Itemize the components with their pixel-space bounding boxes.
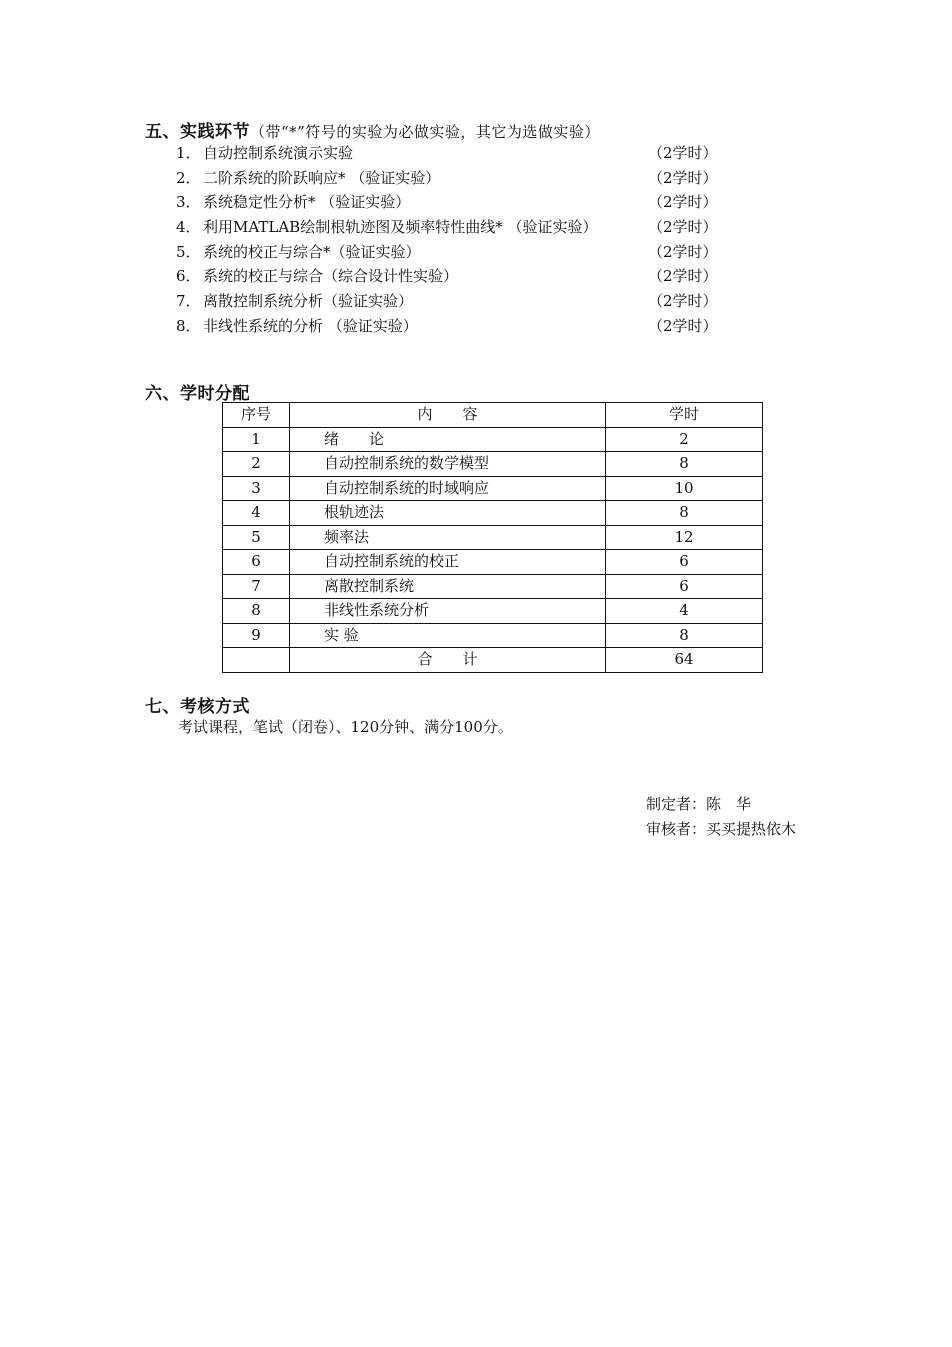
total-hours: 64	[606, 648, 763, 673]
lab-item	[176, 141, 736, 166]
row-no: 6	[223, 550, 290, 575]
lab-item-text: 系统的校正与综合（综合设计性实验）	[203, 267, 459, 286]
header-no: 序号	[223, 403, 290, 428]
row-content: 离散控制系统	[290, 574, 606, 599]
lab-item-hours: （2学时）	[648, 218, 718, 237]
lab-item-text: 系统稳定性分析* （验证实验）	[203, 193, 411, 212]
row-no: 5	[223, 525, 290, 550]
author-signature: 制定者：陈 华	[646, 795, 752, 813]
header-content: 内 容	[290, 403, 606, 428]
lab-item-text: 离散控制系统分析（验证实验）	[203, 292, 414, 311]
lab-item	[176, 166, 736, 191]
table-row	[223, 525, 763, 550]
reviewer-signature: 审核者：买买提热依木	[646, 820, 797, 838]
lab-item-hours: （2学时）	[648, 267, 718, 286]
table-row	[223, 476, 763, 501]
section-7-title: 七、考核方式	[145, 697, 250, 717]
lab-item-text: 利用MATLAB绘制根轨迹图及频率特性曲线* （验证实验）	[203, 218, 598, 237]
lab-item-number: 5．	[176, 242, 201, 261]
table-row	[223, 427, 763, 452]
row-hours: 6	[606, 550, 763, 575]
row-content: 根轨迹法	[290, 501, 606, 526]
lab-item-hours: （2学时）	[648, 242, 718, 261]
lab-item-number: 7．	[176, 292, 201, 311]
lab-item-hours: （2学时）	[648, 292, 718, 311]
table-header-row	[223, 403, 763, 428]
lab-list	[176, 141, 736, 339]
total-label: 合 计	[290, 648, 606, 673]
lab-item	[176, 240, 736, 265]
row-no: 4	[223, 501, 290, 526]
lab-item-text: 自动控制系统演示实验	[203, 144, 354, 162]
lab-item-number: 2．	[176, 168, 201, 187]
hours-table	[222, 402, 763, 673]
lab-item-hours: （2学时）	[648, 316, 718, 335]
lab-item-number: 1．	[176, 144, 201, 162]
lab-item-number: 8．	[176, 316, 201, 335]
section-6-title: 六、学时分配	[145, 384, 250, 404]
table-row	[223, 599, 763, 624]
lab-item	[176, 289, 736, 314]
total-no	[223, 648, 290, 673]
row-content: 非线性系统分析	[290, 599, 606, 624]
lab-item	[176, 215, 736, 240]
section-5-heading	[145, 117, 600, 142]
row-no: 8	[223, 599, 290, 624]
exam-method-text: 考试课程，笔试（闭卷）、120分钟、满分100分。	[178, 718, 513, 736]
lab-item-number: 3．	[176, 193, 201, 212]
lab-item-text: 系统的校正与综合*（验证实验）	[203, 242, 421, 261]
row-content: 实 验	[290, 623, 606, 648]
lab-item-text: 二阶系统的阶跃响应* （验证实验）	[203, 168, 441, 187]
table-row	[223, 623, 763, 648]
lab-item	[176, 190, 736, 215]
row-hours: 8	[606, 501, 763, 526]
row-no: 1	[223, 427, 290, 452]
lab-item-text: 非线性系统的分析 （验证实验）	[203, 316, 418, 335]
row-hours: 2	[606, 427, 763, 452]
row-hours: 8	[606, 452, 763, 477]
row-hours: 12	[606, 525, 763, 550]
table-row	[223, 550, 763, 575]
row-hours: 8	[606, 623, 763, 648]
row-content: 自动控制系统的数学模型	[290, 452, 606, 477]
table-total-row	[223, 648, 763, 673]
row-content: 频率法	[290, 525, 606, 550]
table-row	[223, 452, 763, 477]
row-hours: 4	[606, 599, 763, 624]
table-row	[223, 501, 763, 526]
row-content: 绪 论	[290, 427, 606, 452]
row-no: 2	[223, 452, 290, 477]
lab-item-hours: （2学时）	[648, 193, 718, 212]
lab-item-number: 4．	[176, 218, 201, 237]
section-5-note: （带“*”符号的实验为必做实验，其它为选做实验）	[250, 123, 600, 141]
section-5-title: 五、实践环节	[145, 122, 250, 142]
row-no: 9	[223, 623, 290, 648]
lab-item	[176, 314, 736, 339]
header-hours: 学时	[606, 403, 763, 428]
row-content: 自动控制系统的校正	[290, 550, 606, 575]
row-no: 7	[223, 574, 290, 599]
lab-item-number: 6．	[176, 267, 201, 286]
lab-item-hours: （2学时）	[648, 144, 718, 162]
row-content: 自动控制系统的时域响应	[290, 476, 606, 501]
row-hours: 6	[606, 574, 763, 599]
lab-item-hours: （2学时）	[648, 168, 718, 187]
table-row	[223, 574, 763, 599]
lab-item	[176, 264, 736, 289]
row-hours: 10	[606, 476, 763, 501]
row-no: 3	[223, 476, 290, 501]
